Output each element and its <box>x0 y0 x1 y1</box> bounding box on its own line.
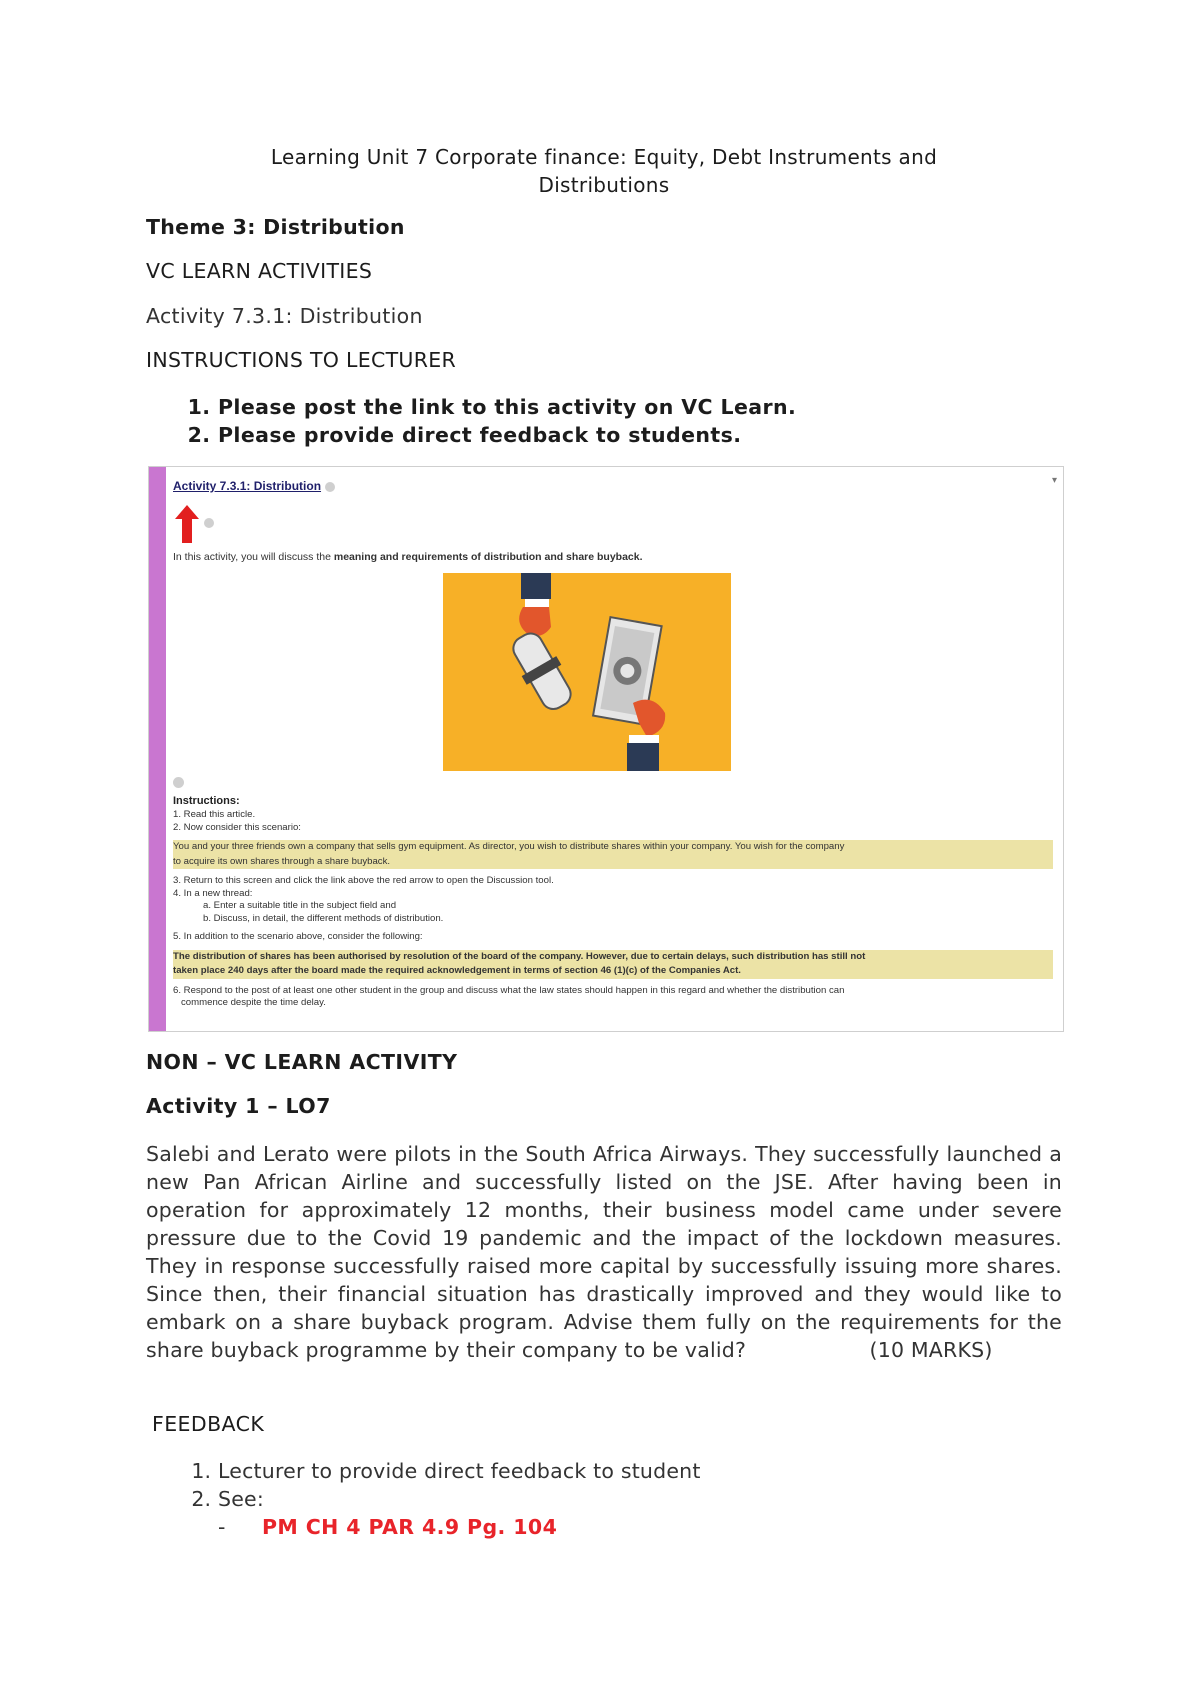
activity-link[interactable] <box>173 479 335 493</box>
document-title <box>146 143 1062 199</box>
delay-highlight: The distribution of shares has been authorised by resolution of the board of the company. However, due to certain delays, such distribution has still not <box>173 950 1053 965</box>
collapse-icon[interactable]: ▾ <box>1051 475 1057 486</box>
instr-line: 4. In a new thread: <box>173 887 253 899</box>
lecturer-instructions-list <box>146 393 796 449</box>
vc-learn-heading: VC LEARN ACTIVITIES <box>146 259 373 283</box>
scenario-highlight: to acquire its own shares through a share buyback. <box>173 855 1053 870</box>
dash-bullet: - <box>218 1515 226 1539</box>
screenshot-instructions <box>173 809 1053 1010</box>
reference-row <box>218 1515 557 1539</box>
feedback-item: 2. See: <box>218 1485 701 1513</box>
feedback-list <box>146 1457 701 1513</box>
instr-line: commence despite the time delay. <box>181 997 326 1008</box>
screenshot-sidebar <box>149 467 166 1031</box>
instr-line: 6. Respond to the post of at least one other student in the group and discuss what the law states should happen in this regard and whether the distribution can <box>173 984 845 996</box>
status-icon <box>325 482 335 492</box>
instruction-item: 2. Please provide direct feedback to students. <box>218 421 796 449</box>
instr-subline: a. Enter a suitable title in the subject field and <box>203 900 397 911</box>
activity-link-text[interactable]: Activity 7.3.1: Distribution <box>173 479 322 493</box>
title-line-1: Learning Unit 7 Corporate finance: Equity, Debt Instruments and <box>270 145 938 169</box>
instr-line: 1. Read this article. <box>173 809 256 820</box>
intro-bold-text: meaning and requirements of distribution and share buyback. <box>333 551 643 563</box>
collapse-circle-icon[interactable] <box>173 777 184 788</box>
instr-subline: b. Discuss, in detail, the different methods of distribution. <box>203 912 444 924</box>
instr-line: 5. In addition to the scenario above, consider the following: <box>173 931 423 942</box>
red-arrow-icon <box>173 503 219 549</box>
theme-heading: Theme 3: Distribution <box>146 215 405 239</box>
screenshot-instructions-title: Instructions: <box>173 795 240 807</box>
delay-highlight: taken place 240 days after the board made the required acknowledgement in terms of section 46 (1)(c) of the Companies Act. <box>173 964 1053 979</box>
vc-learn-screenshot <box>148 466 1064 1032</box>
reference-text: PM CH 4 PAR 4.9 Pg. 104 <box>261 1515 558 1539</box>
activity-1-heading: Activity 1 – LO7 <box>146 1094 331 1118</box>
marks-label: (10 MARKS) <box>869 1338 993 1362</box>
share-exchange-illustration <box>443 573 731 771</box>
intro-text: In this activity, you will discuss the <box>173 551 334 563</box>
instr-line: 2. Now consider this scenario: <box>173 821 301 833</box>
feedback-item: 1. Lecturer to provide direct feedback to student <box>218 1457 701 1485</box>
instructions-heading: INSTRUCTIONS TO LECTURER <box>146 348 457 372</box>
instr-line: 3. Return to this screen and click the link above the red arrow to open the Discussion tool. <box>173 875 554 886</box>
scenario-paragraph <box>146 1140 1062 1364</box>
non-vc-heading: NON – VC LEARN ACTIVITY <box>146 1050 458 1074</box>
hands-exchange-icon <box>443 573 731 771</box>
activity-intro <box>173 551 643 563</box>
scenario-highlight: You and your three friends own a company that sells gym equipment. As director, you wish to distribute shares within your company. You wish for the company <box>173 840 1053 855</box>
title-line-2: Distributions <box>538 173 670 197</box>
activity-label: Activity 7.3.1: Distribution <box>146 304 423 328</box>
instruction-item: 1. Please post the link to this activity on VC Learn. <box>218 393 796 421</box>
feedback-heading: FEEDBACK <box>152 1412 265 1436</box>
scenario-text: Salebi and Lerato were pilots in the South Africa Airways. They successfully launched a new Pan African Airline and successfully listed on the JSE. After having been in operation for approximately 12 months, their business model came under severe pressure due to the Covid 19 pandemic and the impact of the lockdown measures. They in response successfully raised more capital by successfully issuing more shares. Since then, their financial situation has drastically improved and they would like to embark on a share buyback program. Advise them fully on the requirements for the share buyback programme by their company to be valid? <box>146 1142 1062 1362</box>
